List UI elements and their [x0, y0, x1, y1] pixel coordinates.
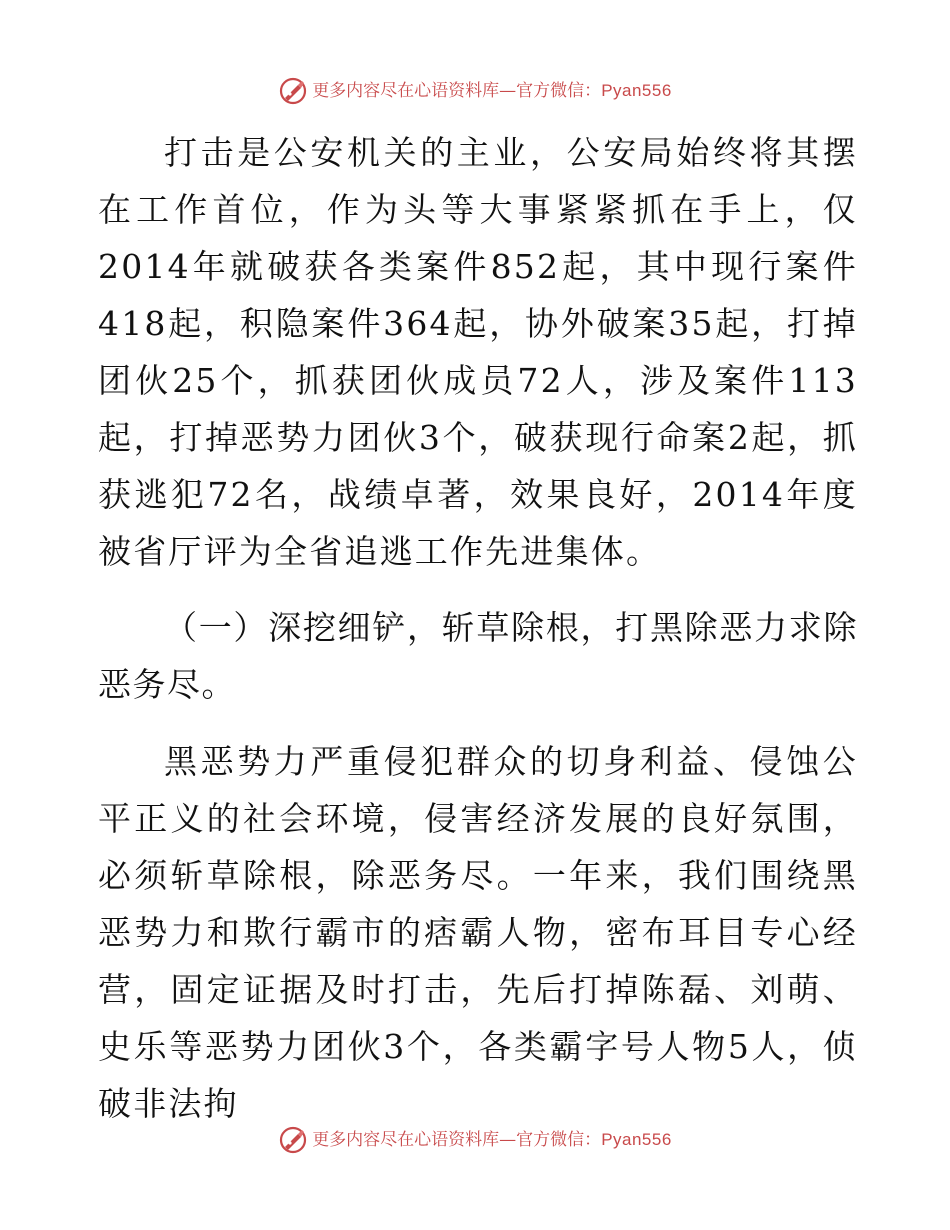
watermark-wechat-id: Pyan556	[601, 1130, 672, 1149]
watermark-wechat-id: Pyan556	[601, 81, 672, 100]
pen-nib-logo-icon	[278, 1125, 308, 1155]
watermark-text: 更多内容尽在心语资料库—官方微信：	[312, 1130, 602, 1150]
watermark-header	[0, 76, 950, 106]
body-paragraph: 打击是公安机关的主业，公安局始终将其摆在工作首位，作为头等大事紧紧抓在手上，仅2014年就破获各类案件852起，其中现行案件418起，积隐案件364起，协外破案35起，打掉团伙25个，抓获团伙成员72人，涉及案件113起，打掉恶势力团伙3个，破获现行命案2起，抓获逃犯72名，战绩卓著，效果良好，2014年度被省厅评为全省追逃工作先进集体。	[98, 133, 858, 571]
pen-nib-logo-icon	[278, 76, 308, 106]
watermark-text: 更多内容尽在心语资料库—官方微信：	[312, 81, 602, 101]
section-heading: （一）深挖细铲，斩草除根，打黑除恶力求除恶务尽。	[98, 608, 858, 704]
watermark-footer	[0, 1125, 950, 1155]
body-paragraph: 黑恶势力严重侵犯群众的切身利益、侵蚀公平正义的社会环境，侵害经济发展的良好氛围，必须斩草除根，除恶务尽。一年来，我们围绕黑恶势力和欺行霸市的痞霸人物，密布耳目专心经营，固定证据及时打击，先后打掉陈磊、刘萌、史乐等恶势力团伙3个，各类霸字号人物5人，侦破非法拘	[98, 742, 858, 1123]
document-body	[98, 124, 858, 1132]
